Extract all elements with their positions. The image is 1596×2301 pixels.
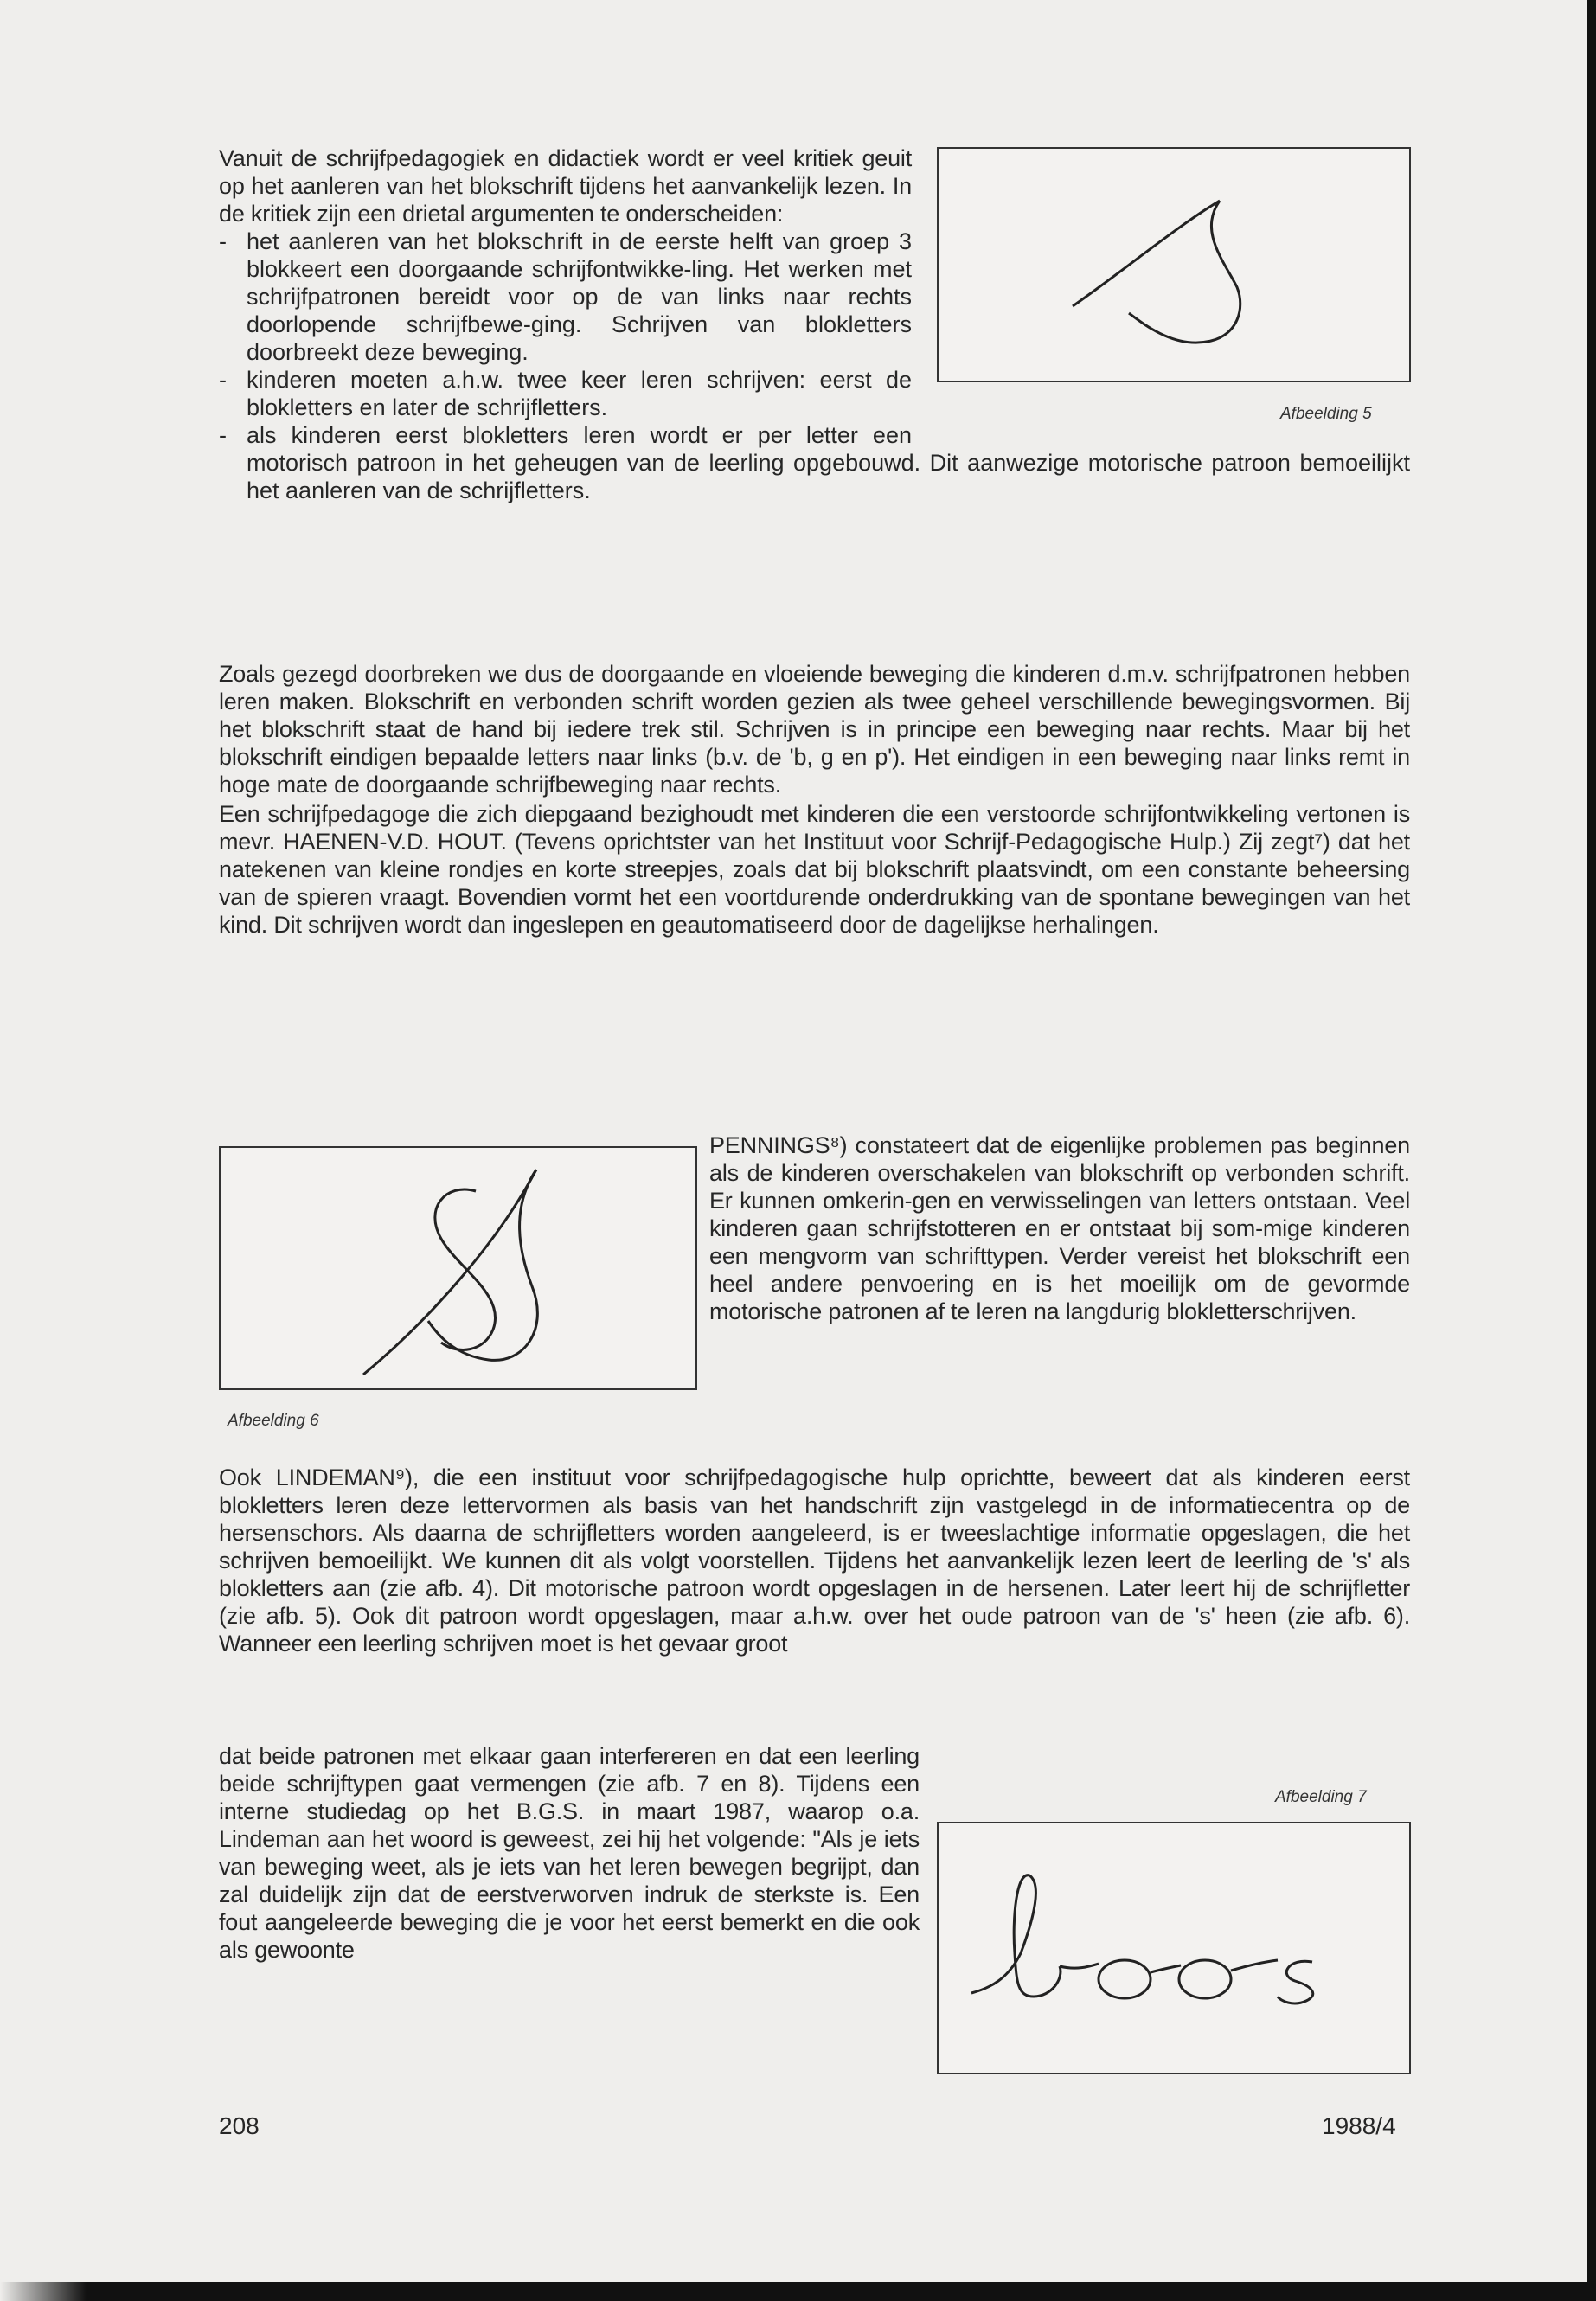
figure-6-caption: Afbeelding 6: [228, 1412, 319, 1430]
page-number: 208: [219, 2112, 260, 2139]
figure-7-box: [937, 1822, 1411, 2074]
issue-number: 1988/4: [1322, 2112, 1396, 2139]
bullet-text: als kinderen eerst blokletters leren wordt er per letter een motorisch patroon in het geheugen van de leerling opgebouwd. Dit aanwezige motorische patroon bemoeilijkt het aanleren van de schrijfletters.: [247, 422, 1410, 503]
paragraph-pennings: PENNINGS⁸) constateert dat de eigenlijke problemen pas beginnen als de kinderen overschakelen van blokschrift op verbonden schrift. Er kunnen omkerin-gen en verwisselingen van letters ontstaan. Veel kinderen gaan schrijfstotteren en er ontstaat bij som-mige kinderen een mengvorm van schrifttypen. Verder vereist het blokschrift een heel andere penvoering en is het moeilijk om de gevormde motorische patronen af te leren na langdurig blokletterschrijven.: [709, 1132, 1410, 1324]
section-pennings: [709, 1131, 1410, 1325]
bullet-dash: -: [219, 367, 227, 393]
figure-5-caption: Afbeelding 5: [1280, 405, 1372, 423]
paragraph-studiedag: dat beide patronen met elkaar gaan interfereren en dat een leerling beide schrijftypen gaat vermengen (zie afb. 7 en 8). Tijdens een interne studiedag op het B.G.S. in maart 1987, waarop o.a. Lindeman aan het woord is geweest, zei hij het volgende: "Als je iets van beweging weet, als je iets van het leren bewegen begrijpt, dan zal duidelijk zijn dat de eerstverworven indruk de sterkste is. Een fout aangeleerde beweging die je voor het eerst bemerkt en die ook als gewoonte: [219, 1743, 920, 1963]
paragraph-bewegingsvormen: Zoals gezegd doorbreken we dus de doorgaande en vloeiende beweging die kinderen d.m.v. schrijfpatronen hebben leren maken. Blokschrift en verbonden schrift worden gezien als twee geheel verschillende bewegingsvormen. Bij het blokschrift staat de hand bij iedere trek stil. Schrijven is in principe een beweging naar rechts. Maar bij het blokschrift eindigen bepaalde letters naar links (b.v. de 'b, g en p'). Het eindigen in een beweging naar links remt in hoge mate de doorgaande schrijfbeweging naar rechts.: [219, 661, 1410, 798]
handwritten-boos-drawing: [939, 1823, 1409, 2073]
scan-edge-right: [1587, 0, 1596, 2301]
figure-5-box: [937, 147, 1411, 382]
bullet-text: het aanleren van het blokschrift in de eerste helft van groep 3 blokkeert een doorgaande schrijfontwikke-ling. Het werken met schrijfpatronen bereidt voor op de van links naar rechts doorlopende schrijfbewe-ging. Schrijven van blokletters doorbreekt deze beweging.: [247, 228, 912, 365]
figure-6-box: [219, 1146, 697, 1390]
paragraph-lindeman: Ook LINDEMAN⁹), die een instituut voor schrijfpedagogische hulp oprichtte, beweert dat als kinderen eerst blokletters leren deze lettervormen als basis van het handschrift zijn vastgelegd in de informatiecentra op de hersenschors. Als daarna de schrijfletters worden aangeleerd, is er tweeslachtige informatie opgeslagen, die het schrijven bemoeilijkt. We kunnen dit als volgt voorstellen. Tijdens het aanvankelijk lezen leert de leerling de 's' als blokletters aan (zie afb. 4). Dit motorische patroon wordt opgeslagen in de hersenen. Later leert hij de schrijfletter (zie afb. 5). Ook dit patroon wordt opgeslagen, maar a.h.w. over het oude patroon van de 's' heen (zie afb. 6). Wanneer een leerling schrijven moet is het gevaar groot: [219, 1465, 1410, 1657]
paragraph-haenen: Een schrijfpedagoge die zich diepgaand bezighoudt met kinderen die een verstoorde schrijfontwikkeling vertonen is mevr. HAENEN-V.D. HOUT. (Tevens oprichtster van het Instituut voor Schrijf-Pedagogische Hulp.) Zij zegt⁷) dat het natekenen van kleine rondjes en korte streepjes, zoals dat bij blokschrift plaatsvindt, om een constante beheersing van de spieren vraagt. Bovendien vormt het een voortdurende onderdrukking van de spontane bewegingen van het kind. Dit schrijven wordt dan ingeslepen en geautomatiseerd door de dagelijkse herhalingen.: [219, 801, 1410, 938]
section-studiedag: [219, 1742, 920, 1964]
script-s-drawing: [939, 149, 1409, 381]
bullet-text: kinderen moeten a.h.w. twee keer leren schrijven: eerst de blokletters en later de schrijfletters.: [247, 367, 912, 420]
intro-paragraph: Vanuit de schrijfpedagogiek en didactiek wordt er veel kritiek geuit op het aanleren van het blokschrift tijdens het aanvankelijk lezen. In de kritiek zijn een drietal argumenten te onderscheiden:: [219, 145, 912, 227]
figure-7-caption: Afbeelding 7: [1275, 1788, 1367, 1806]
bullet-dash: -: [219, 422, 227, 448]
section-middle: [219, 660, 1410, 939]
section-lindeman: [219, 1464, 1410, 1657]
scan-edge-bottom-fade: [0, 2282, 87, 2301]
scan-edge-bottom: [87, 2282, 1596, 2301]
bullet-item: [219, 421, 1410, 504]
bullet-dash: -: [219, 228, 227, 254]
overlaid-s-drawing: [221, 1148, 695, 1388]
